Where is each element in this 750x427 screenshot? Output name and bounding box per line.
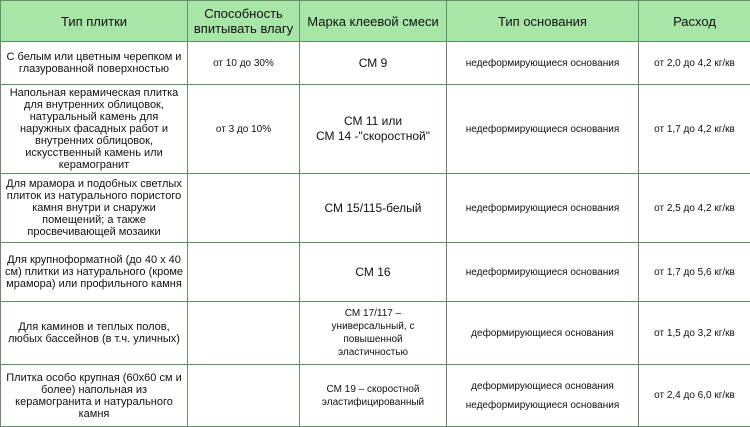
tile-type-cell: Напольная керамическая плитка для внутренних облицовок, натуральный камень для наружных фасадных работ и внутренних облицовок, искусственный камень или керамогранит bbox=[1, 85, 188, 174]
tile-type-cell: Плитка особо крупная (60х60 см и более) напольная из керамогранита и натурального камня bbox=[1, 365, 188, 427]
base-cell bbox=[447, 42, 639, 85]
usage-cell: от 2,0 до 4,2 кг/кв bbox=[639, 42, 750, 85]
brand-line: эластифицированный bbox=[304, 396, 442, 409]
header-base: Тип основания bbox=[447, 1, 639, 42]
brand-cell bbox=[300, 302, 447, 365]
base-line: недеформирующиеся основания bbox=[451, 123, 634, 136]
base-cell bbox=[447, 85, 639, 174]
table-row bbox=[1, 243, 750, 302]
base-line: деформирующиеся основания bbox=[451, 380, 634, 393]
usage-cell: от 1,7 до 5,6 кг/кв bbox=[639, 243, 750, 302]
usage-cell: от 2,5 до 4,2 кг/кв bbox=[639, 174, 750, 243]
base-line: недеформирующиеся основания bbox=[451, 202, 634, 215]
header-usage: Расход bbox=[639, 1, 750, 42]
absorption-cell: от 3 до 10% bbox=[188, 85, 300, 174]
usage-cell: от 2,4 до 6,0 кг/кв bbox=[639, 365, 750, 427]
brand-line: повышенной bbox=[304, 333, 442, 346]
base-cell bbox=[447, 174, 639, 243]
tile-type-cell: Для каминов и теплых полов, любых бассейнов (в т.ч. уличных) bbox=[1, 302, 188, 365]
absorption-cell bbox=[188, 243, 300, 302]
usage-cell: от 1,7 до 4,2 кг/кв bbox=[639, 85, 750, 174]
tile-type-cell: С белым или цветным черепком и глазурованной поверхностью bbox=[1, 42, 188, 85]
absorption-cell: от 10 до 30% bbox=[188, 42, 300, 85]
brand-line: эластичностью bbox=[304, 346, 442, 359]
header-tile-type: Тип плитки bbox=[1, 1, 188, 42]
brand-line: универсальный, с bbox=[304, 320, 442, 333]
brand-line: СМ 17/117 – bbox=[304, 307, 442, 320]
base-cell bbox=[447, 302, 639, 365]
table-row bbox=[1, 365, 750, 427]
brand-line: СМ 9 bbox=[304, 56, 442, 71]
absorption-cell bbox=[188, 365, 300, 427]
brand-cell bbox=[300, 365, 447, 427]
brand-cell bbox=[300, 42, 447, 85]
base-line: недеформирующиеся основания bbox=[451, 266, 634, 279]
brand-cell bbox=[300, 243, 447, 302]
base-line: недеформирующиеся основания bbox=[451, 57, 634, 70]
header-row bbox=[1, 1, 750, 42]
brand-line: СМ 16 bbox=[304, 265, 442, 280]
absorption-cell bbox=[188, 174, 300, 243]
base-cell bbox=[447, 365, 639, 427]
brand-cell bbox=[300, 174, 447, 243]
header-absorption: Способность впитывать влагу bbox=[188, 1, 300, 42]
base-cell bbox=[447, 243, 639, 302]
table-row bbox=[1, 174, 750, 243]
brand-line: СМ 11 или bbox=[304, 114, 442, 129]
brand-line: СМ 15/115-белый bbox=[304, 201, 442, 216]
brand-line: СМ 19 – скоростной bbox=[304, 383, 442, 396]
tile-type-cell: Для мрамора и подобных светлых плиток из натурального пористого камня внутри и снаружи помещений; а также просвечивающей мозаики bbox=[1, 174, 188, 243]
absorption-cell bbox=[188, 302, 300, 365]
base-line: недеформирующиеся основания bbox=[451, 399, 634, 412]
base-line: деформирующиеся основания bbox=[451, 327, 634, 340]
tile-type-cell: Для крупноформатной (до 40 х 40 см) плитки из натурального (кроме мрамора) или профильного камня bbox=[1, 243, 188, 302]
usage-cell: от 1,5 до 3,2 кг/кв bbox=[639, 302, 750, 365]
table-row bbox=[1, 302, 750, 365]
brand-cell bbox=[300, 85, 447, 174]
header-brand: Марка клеевой смеси bbox=[300, 1, 447, 42]
brand-line: СМ 14 -"скоростной" bbox=[304, 129, 442, 144]
table-row bbox=[1, 42, 750, 85]
table-row bbox=[1, 85, 750, 174]
